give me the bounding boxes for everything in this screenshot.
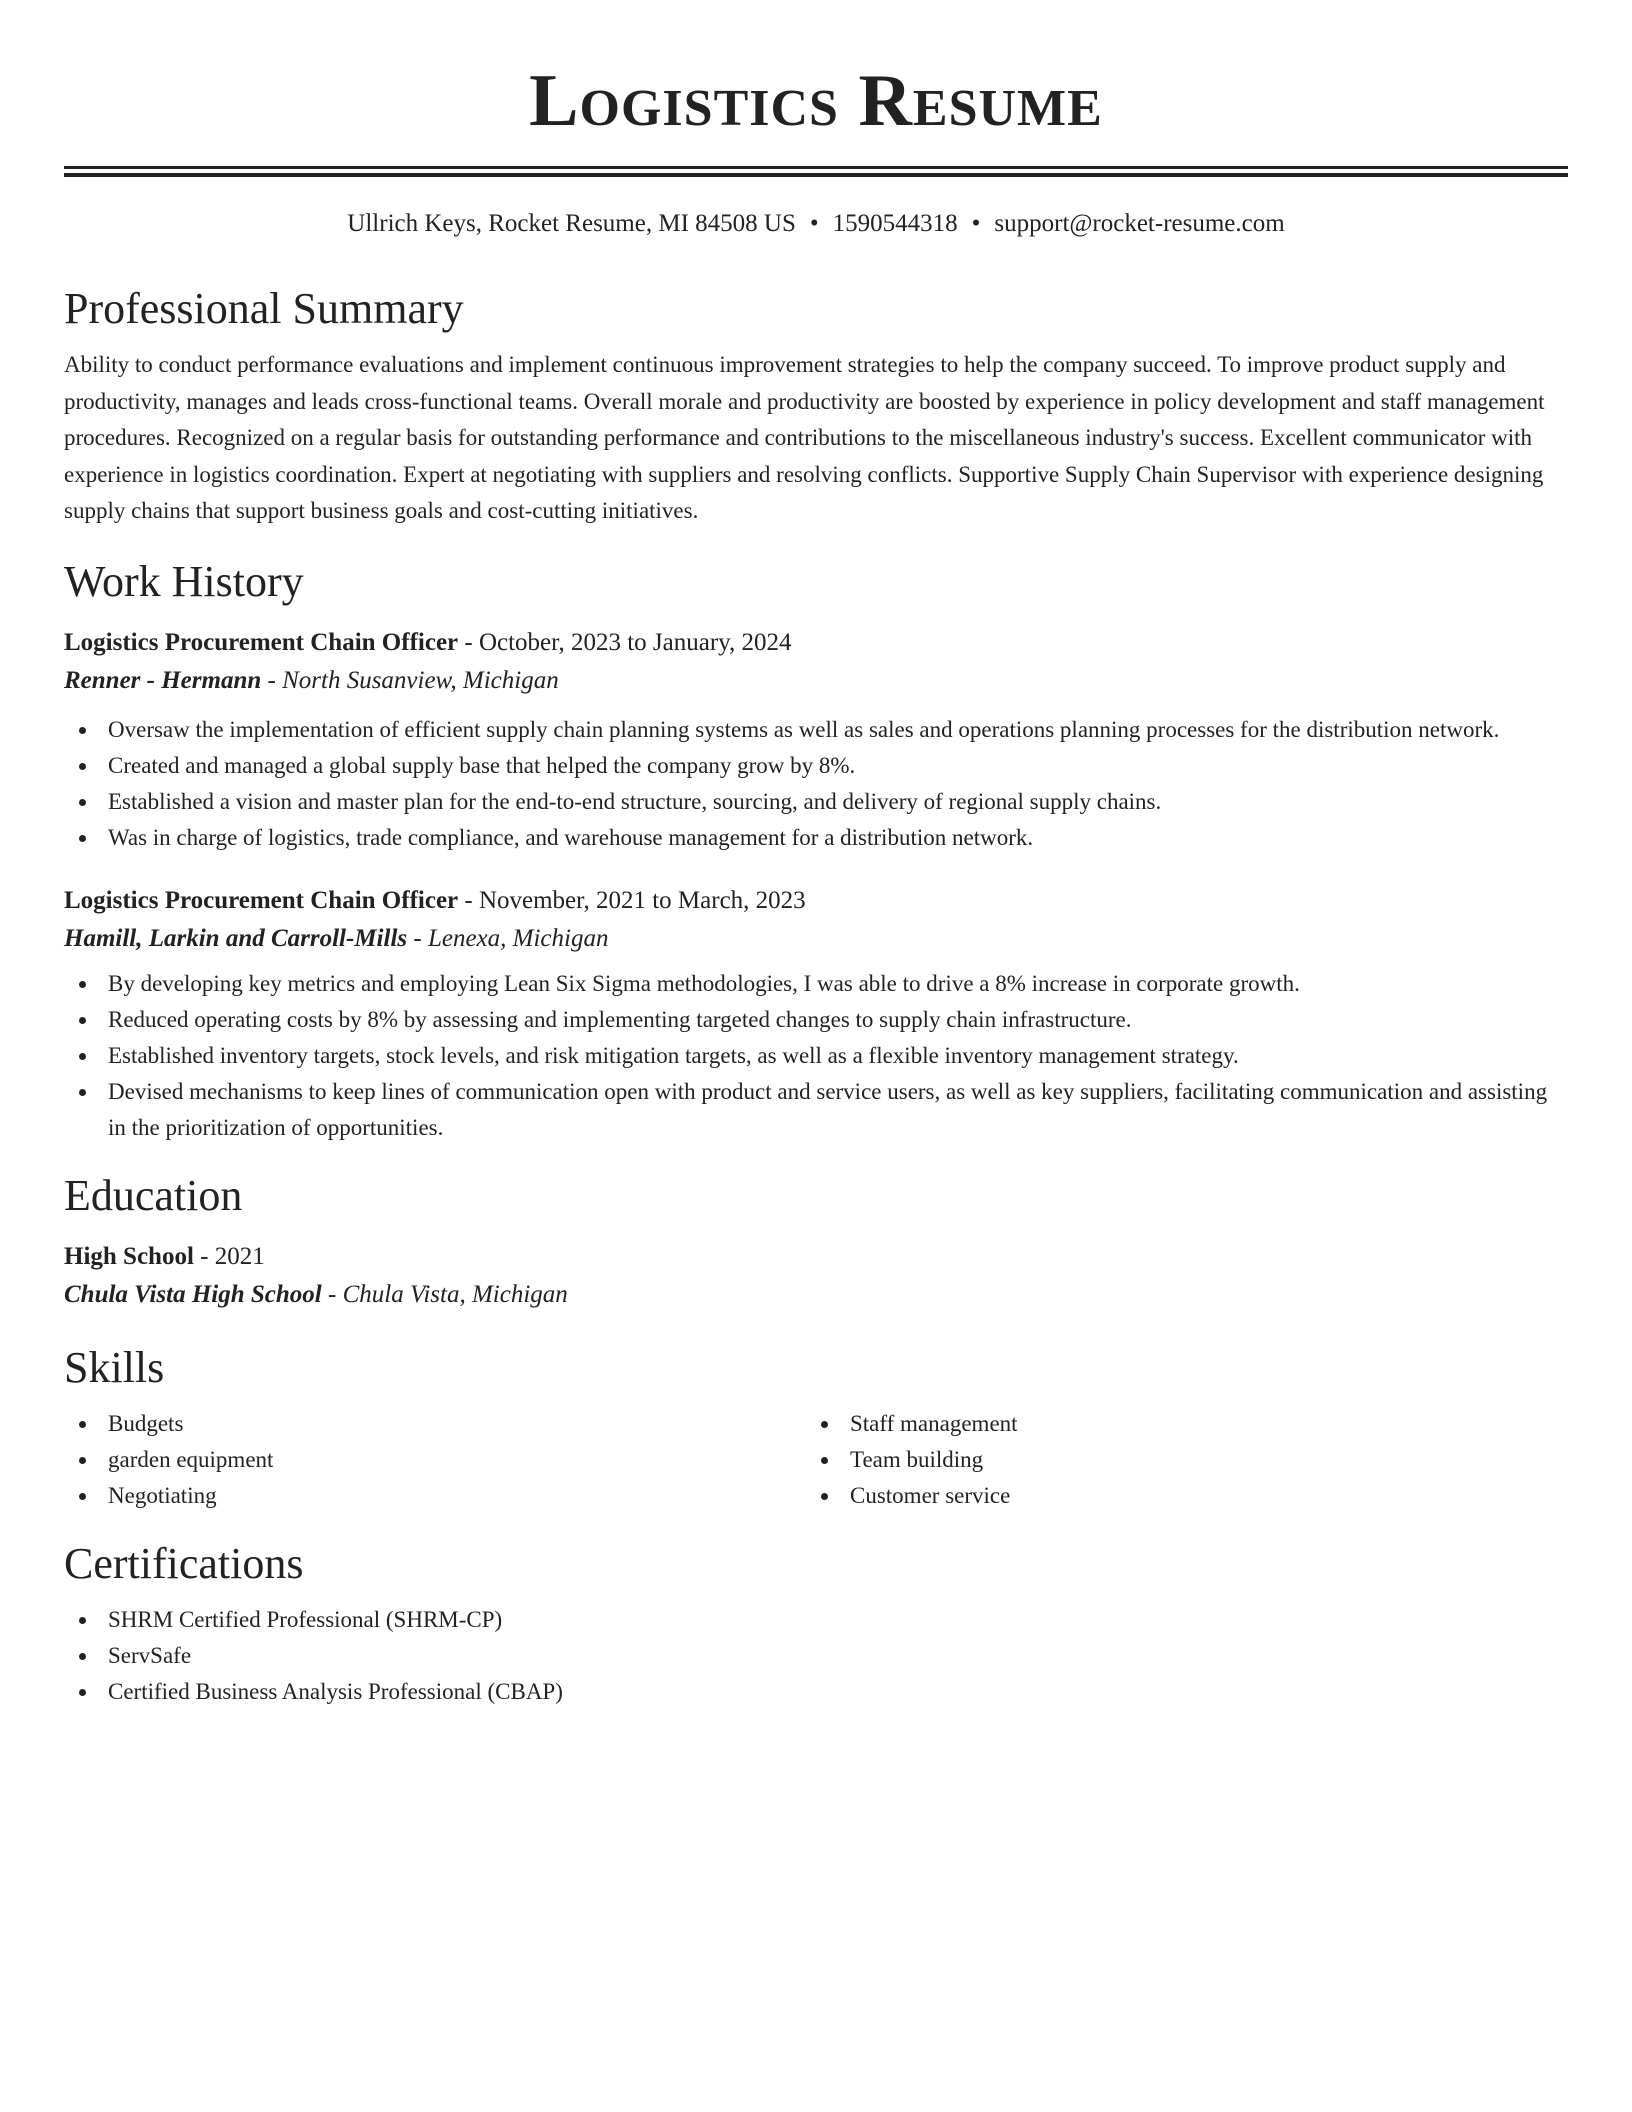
contact-separator: • <box>971 210 981 237</box>
list-item: SHRM Certified Professional (SHRM-CP) <box>64 1602 1568 1638</box>
degree-line <box>64 1238 1568 1276</box>
contact-separator: • <box>809 210 819 237</box>
school-name: Chula Vista High School <box>64 1280 322 1308</box>
employer-line <box>64 920 1568 958</box>
job-bullets <box>64 712 1568 856</box>
job-dates: - November, 2021 to March, 2023 <box>458 886 806 914</box>
employer-location: - North Susanview, Michigan <box>261 666 559 694</box>
contact-address: Ullrich Keys, Rocket Resume, MI 84508 US <box>347 210 796 237</box>
list-item: Negotiating <box>64 1478 806 1514</box>
list-item: Was in charge of logistics, trade compliance, and warehouse management for a distribution network. <box>64 820 1568 856</box>
certifications-heading: Certifications <box>64 1538 304 1588</box>
list-item: Certified Business Analysis Professional (CBAP) <box>64 1674 1568 1710</box>
skills-grid <box>64 1406 1568 1514</box>
job-title: Logistics Procurement Chain Officer <box>64 628 459 656</box>
job-title: Logistics Procurement Chain Officer <box>64 886 459 914</box>
contact-phone: 1590544318 <box>832 210 958 237</box>
list-item: Devised mechanisms to keep lines of communication open with product and service users, as well as key suppliers, facilitating communication and assisting in the prioritization of opportunities. <box>64 1074 1568 1146</box>
job-entry <box>64 624 1568 856</box>
list-item: Created and managed a global supply base that helped the company grow by 8%. <box>64 748 1568 784</box>
job-dates: - October, 2023 to January, 2024 <box>458 628 792 656</box>
list-item: By developing key metrics and employing Lean Six Sigma methodologies, I was able to drive a 8% increase in corporate growth. <box>64 966 1568 1002</box>
summary-heading: Professional Summary <box>64 284 464 333</box>
job-entry <box>64 882 1568 1146</box>
graduation-year: - 2021 <box>193 1242 265 1270</box>
contact-email: support@rocket-resume.com <box>994 210 1285 237</box>
list-item: Budgets <box>64 1406 806 1442</box>
employer-name: Renner - Hermann <box>64 666 262 694</box>
skills-heading: Skills <box>64 1342 165 1392</box>
list-item: Established a vision and master plan for the end-to-end structure, sourcing, and delivery of regional supply chains. <box>64 784 1568 820</box>
list-item: Established inventory targets, stock levels, and risk mitigation targets, as well as a flexible inventory management strategy. <box>64 1038 1568 1074</box>
job-title-line <box>64 624 1568 662</box>
title-double-rule <box>64 166 1568 177</box>
skills-list-left <box>64 1406 806 1514</box>
contact-line <box>64 207 1568 241</box>
list-item: Team building <box>806 1442 1548 1478</box>
employer-location: - Lenexa, Michigan <box>407 924 609 952</box>
work-history-heading: Work History <box>64 556 304 606</box>
employer-name: Hamill, Larkin and Carroll-Mills <box>64 924 408 952</box>
list-item: Staff management <box>806 1406 1548 1442</box>
school-line <box>64 1276 1568 1314</box>
job-bullets <box>64 966 1568 1146</box>
list-item: Oversaw the implementation of efficient supply chain planning systems as well as sales and operations planning processes for the distribution network. <box>64 712 1568 748</box>
list-item: Reduced operating costs by 8% by assessing and implementing targeted changes to supply chain infrastructure. <box>64 1002 1568 1038</box>
list-item: Customer service <box>806 1478 1548 1514</box>
school-location: - Chula Vista, Michigan <box>321 1280 568 1308</box>
education-heading: Education <box>64 1170 243 1220</box>
list-item: ServSafe <box>64 1638 1568 1674</box>
certifications-list <box>64 1602 1568 1710</box>
job-title-line <box>64 882 1568 920</box>
list-item: garden equipment <box>64 1442 806 1478</box>
summary-text: Ability to conduct performance evaluations and implement continuous improvement strategies to help the company succeed. To improve product supply and productivity, manages and leads cross-functional teams. Overall morale and productivity are boosted by experience in policy development and staff management procedures. Recognized on a regular basis for outstanding performance and contributions to the miscellaneous industry's success. Excellent communicator with experience in logistics coordination. Expert at negotiating with suppliers and resolving conflicts. Supportive Supply Chain Supervisor with experience designing supply chains that support business goals and cost-cutting initiatives. <box>64 352 1545 523</box>
skills-list-right <box>806 1406 1548 1514</box>
resume-title: Logistics Resume <box>529 60 1103 142</box>
degree: High School <box>64 1242 194 1270</box>
education-entry <box>64 1238 1568 1314</box>
employer-line <box>64 662 1568 700</box>
